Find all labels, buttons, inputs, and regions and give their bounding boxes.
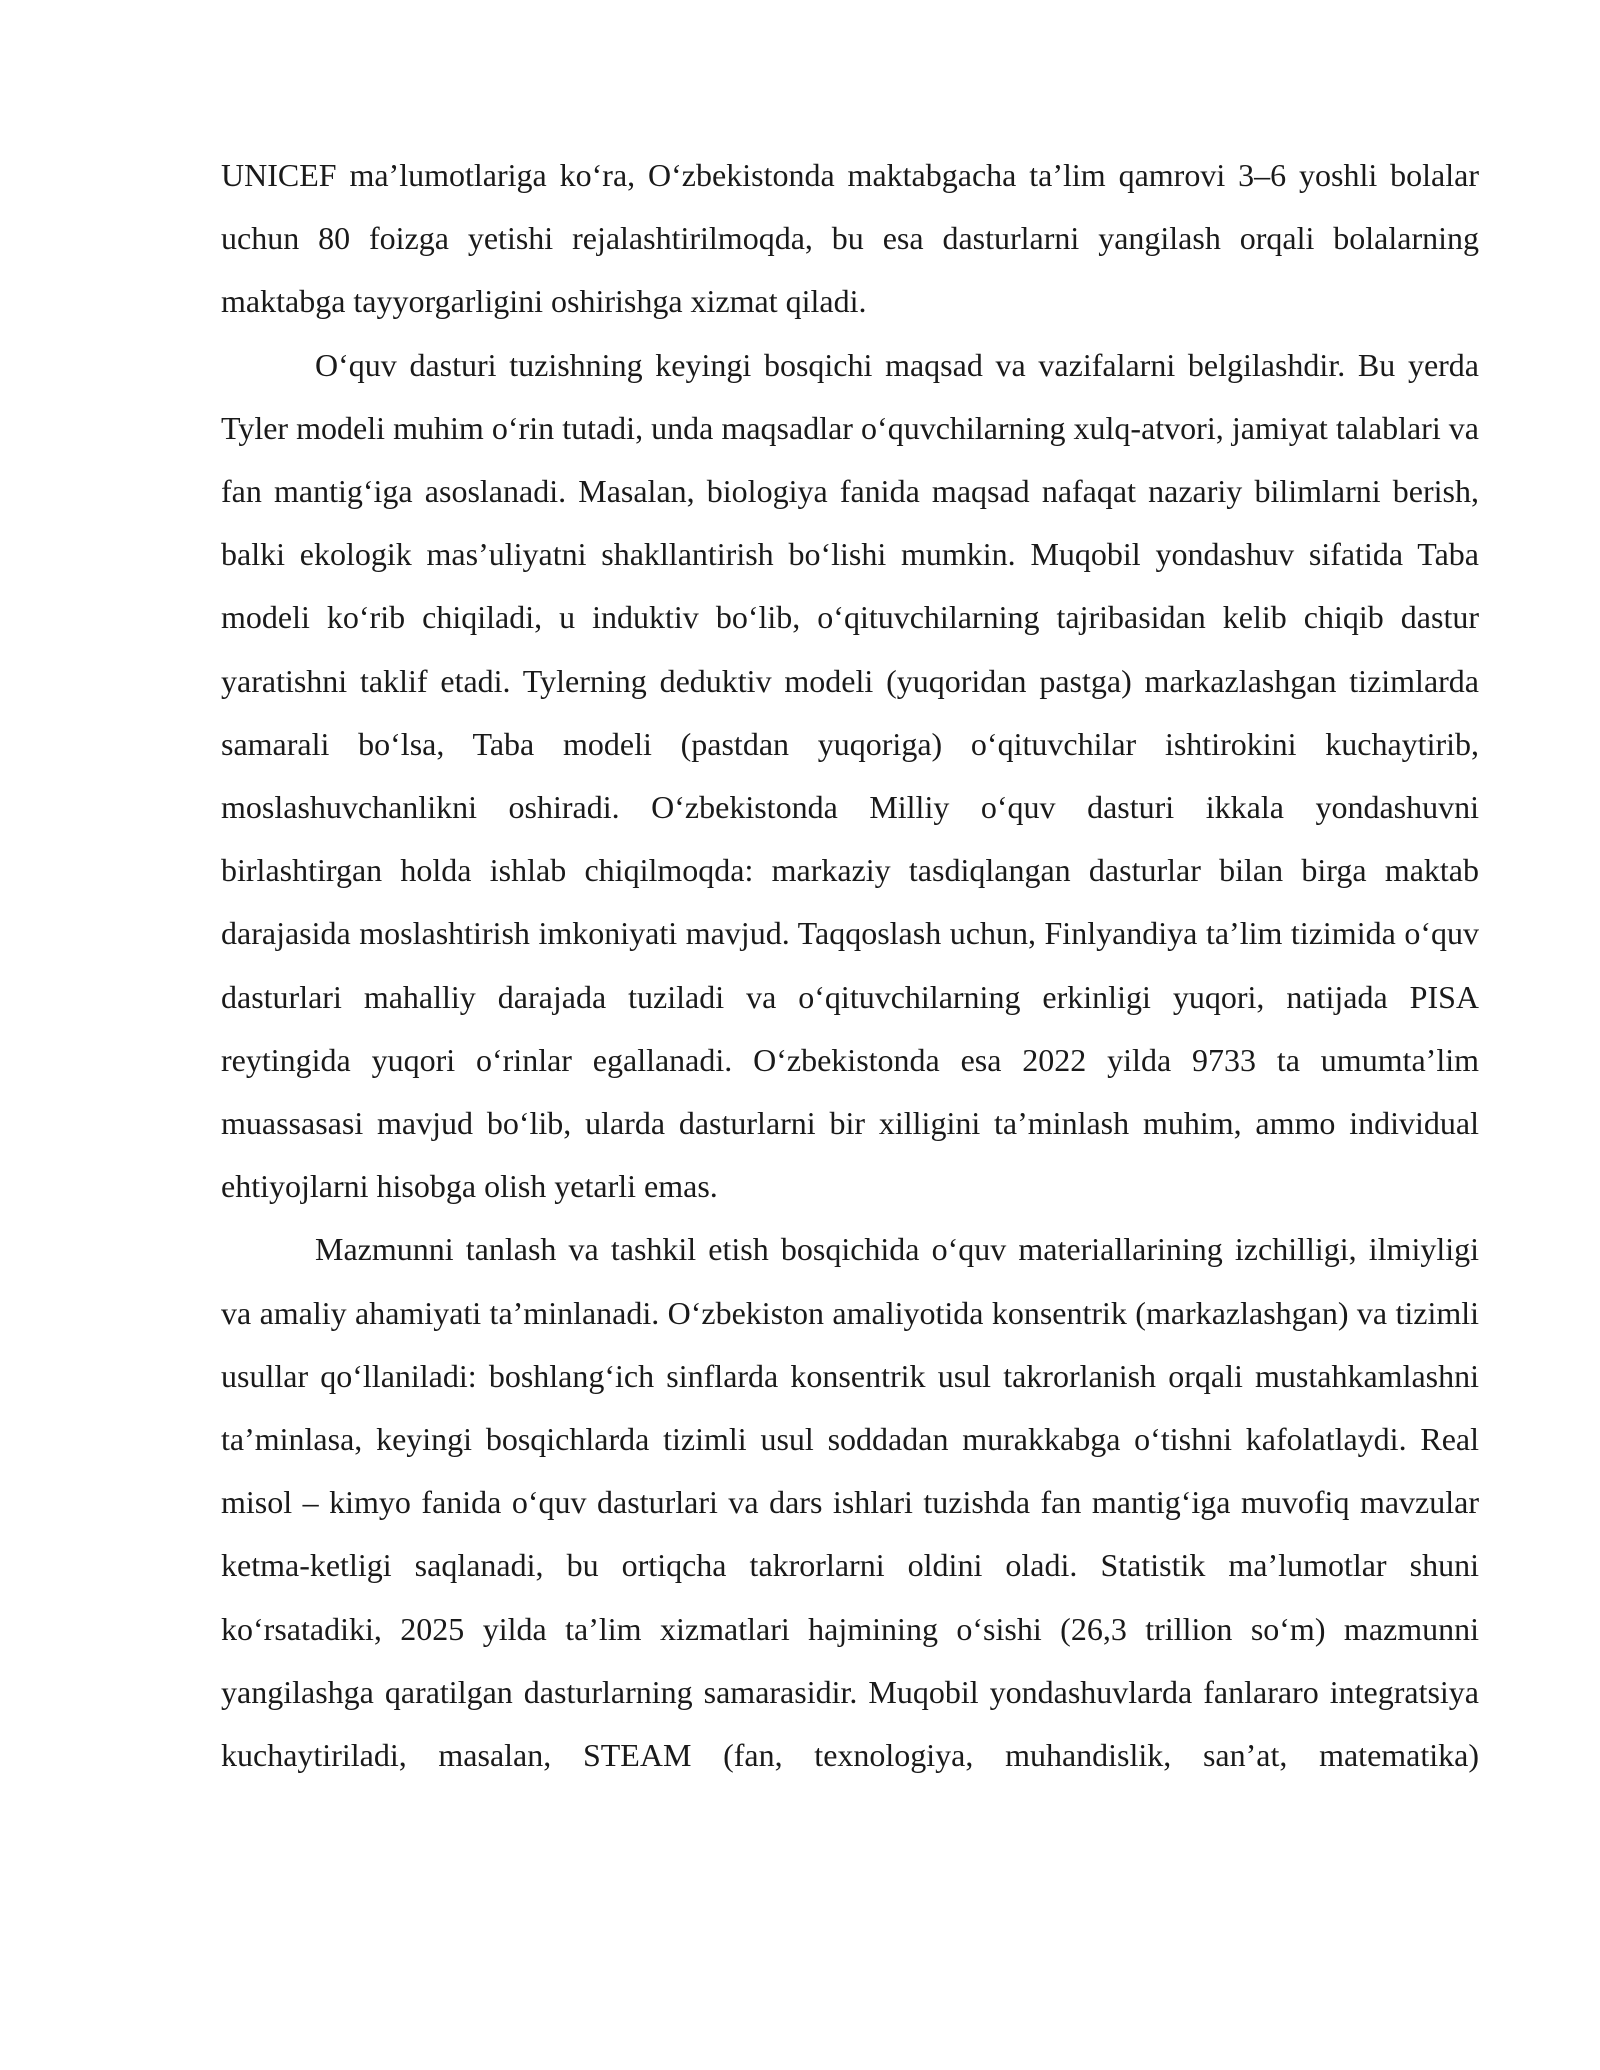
- paragraph-content-selection: Mazmunni tanlash va tashkil etish bosqichida o‘quv materiallarining izchilligi, ilmiyligi va amaliy ahamiyati ta’minlanadi. O‘zbekiston amaliyotida konsentrik (markazlashgan) va tizimli usullar qo‘llaniladi: boshlang‘ich sinflarda konsentrik usul takrorlanish orqali mustahkamlashni ta’minlasa, keyingi bosqichlarda tizimli usul soddadan murakkabga o‘tishni kafolatlaydi. Real misol – kimyo fanida o‘quv dasturlari va dars ishlari tuzishda fan mantig‘iga muvofiq mavzular ketma-ketligi saqlanadi, bu ortiqcha takrorlarni oldini oladi. Statistik ma’lumotlar shuni ko‘rsatadiki, 2025 yilda ta’lim xizmatlari hajmining o‘sishi (26,3 trillion so‘m) mazmunni yangilashga qaratilgan dasturlarning samarasidir. Muqobil yondashuvlarda fanlararo integratsiya kuchaytiriladi, masalan, STEAM (fan, texnologiya, muhandislik, san’at, matematika): [221, 1231, 1479, 1774]
- paragraph-unicef-preschool: UNICEF ma’lumotlariga ko‘ra, O‘zbekistonda maktabgacha ta’lim qamrovi 3–6 yoshli bolalar uchun 80 foizga yetishi rejalashtirilmoqda, bu esa dasturlarni yangilash orqali bolalarning maktabga tayyorgarligini oshirishga xizmat qiladi.: [221, 157, 1479, 320]
- document-body: [221, 144, 1479, 1787]
- paragraph-goals-and-models: O‘quv dasturi tuzishning keyingi bosqichi maqsad va vazifalarni belgilashdir. Bu yerda Tyler modeli muhim o‘rin tutadi, unda maqsadlar o‘quvchilarning xulq-atvori, jamiyat talablari va fan mantig‘iga asoslanadi. Masalan, biologiya fanida maqsad nafaqat nazariy bilimlarni berish, balki ekologik mas’uliyatni shakllantirish bo‘lishi mumkin. Muqobil yondashuv sifatida Taba modeli ko‘rib chiqiladi, u induktiv bo‘lib, o‘qituvchilarning tajribasidan kelib chiqib dastur yaratishni taklif etadi. Tylerning deduktiv modeli (yuqoridan pastga) markazlashgan tizimlarda samarali bo‘lsa, Taba modeli (pastdan yuqoriga) o‘qituvchilar ishtirokini kuchaytirib, moslashuvchanlikni oshiradi. O‘zbekistonda Milliy o‘quv dasturi ikkala yondashuvni birlashtirgan holda ishlab chiqilmoqda: markaziy tasdiqlangan dasturlar bilan birga maktab darajasida moslashtirish imkoniyati mavjud. Taqqoslash uchun, Finlyandiya ta’lim tizimida o‘quv dasturlari mahalliy darajada tuziladi va o‘qituvchilarning erkinligi yuqori, natijada PISA reytingida yuqori o‘rinlar egallanadi. O‘zbekistonda esa 2022 yilda 9733 ta umumta’lim muassasasi mavjud bo‘lib, ularda dasturlarni bir xilligini ta’minlash muhim, ammo individual ehtiyojlarni hisobga olish yetarli emas.: [221, 346, 1479, 1205]
